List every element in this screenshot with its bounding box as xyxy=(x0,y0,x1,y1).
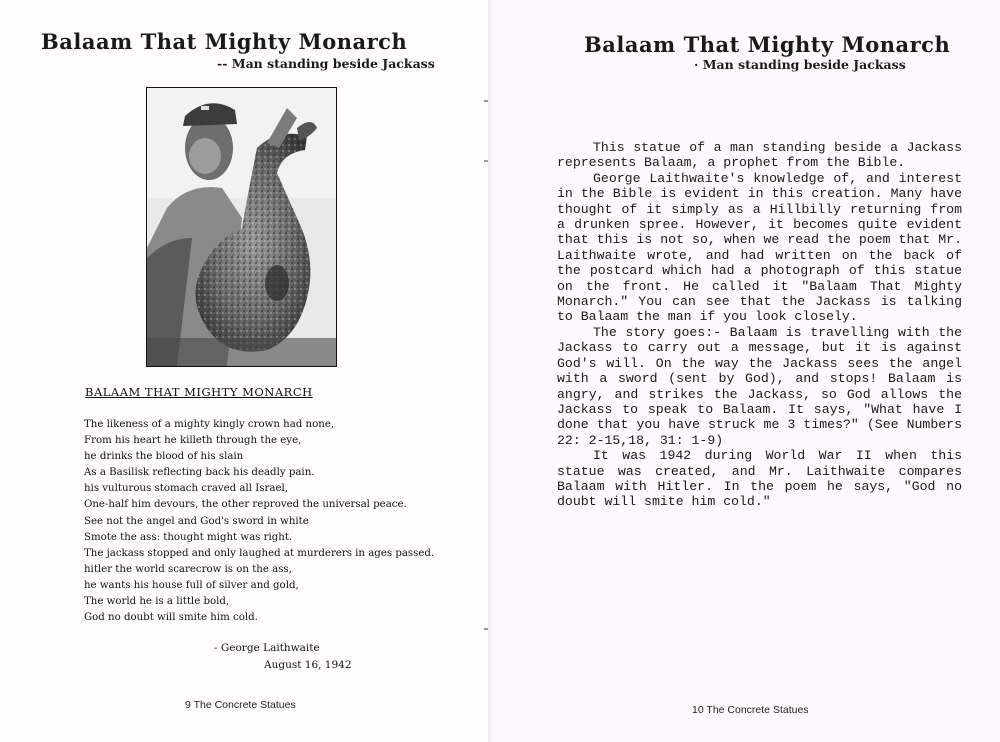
statue-photo-image xyxy=(147,88,336,366)
poem-line: From his heart he killeth through the eye, xyxy=(84,435,302,447)
poem-title: BALAAM THAT MIGHTY MONARCH xyxy=(85,385,313,399)
poem-line: Smote the ass: thought might was right. xyxy=(84,531,293,543)
gutter-mark xyxy=(484,160,488,162)
poem-line: The jackass stopped and only laughed at murderers in ages passed. xyxy=(84,547,435,559)
statue-photo xyxy=(146,87,337,367)
body-paragraph: It was 1942 during World War II when this statue was created, and Mr. Laithwaite compares Balaam with Hitler. In the poem he says, "God no doubt will smite him cold." xyxy=(557,448,962,510)
gutter-mark xyxy=(484,100,488,102)
right-page-title: Balaam That Mighty Monarch xyxy=(584,32,951,57)
right-page-body xyxy=(557,140,962,510)
left-page-title: Balaam That Mighty Monarch xyxy=(41,29,408,54)
poem-signature-date: August 16, 1942 xyxy=(264,659,352,671)
poem-line: his vulturous stomach craved all Israel, xyxy=(84,483,288,495)
poem-line: he drinks the blood of his slain xyxy=(84,451,244,463)
poem-line: God no doubt will smite him cold. xyxy=(84,612,258,624)
poem xyxy=(84,417,434,626)
body-paragraph: This statue of a man standing beside a Jackass represents Balaam, a prophet from the Bible. xyxy=(557,140,962,171)
right-page-subtitle: · Man standing beside Jackass xyxy=(694,57,906,72)
left-page-footer: 9 The Concrete Statues xyxy=(185,699,296,711)
poem-signature-name: - George Laithwaite xyxy=(214,642,320,654)
body-paragraph: The story goes:- Balaam is travelling with the Jackass to carry out a message, but it is against God's will. On the way the Jackass sees the angel with a sword (sent by God), and stops! Balaam is angry, and strikes the Jackass, so God allows the Jackass to speak to Balaam. It says, "What have I done that you have struck me 3 times?" (See Numbers 22: 2-15,18, 31: 1-9) xyxy=(557,324,962,448)
poem-line: See not the angel and God's sword in white xyxy=(84,515,309,527)
left-page-subtitle: -- Man standing beside Jackass xyxy=(217,56,435,71)
poem-line: As a Basilisk reflecting back his deadly pain. xyxy=(84,467,315,479)
book-gutter xyxy=(488,0,492,742)
body-paragraph: George Laithwaite's knowledge of, and interest in the Bible is evident in this creation. Many have thought of it simply as a Hillbilly returning from a drunken spree. However, it becomes quite evident that this is not so, when we read the poem that Mr. Laithwaite wrote, and had written on the back of the postcard which had a photograph of this statue on the front. He called it "Balaam That Mighty Monarch." You can see that the Jackass is talking to Balaam the man if you look closely. xyxy=(557,170,962,325)
gutter-mark xyxy=(484,628,488,630)
poem-line: One-half him devours, the other reproved the universal peace. xyxy=(84,499,407,511)
right-page-footer: 10 The Concrete Statues xyxy=(692,704,809,716)
poem-line: he wants his house full of silver and gold, xyxy=(84,579,299,591)
poem-line: The likeness of a mighty kingly crown had none, xyxy=(84,419,335,430)
poem-line: The world he is a little bold, xyxy=(84,596,230,608)
poem-line: hitler the world scarecrow is on the ass, xyxy=(84,563,292,575)
